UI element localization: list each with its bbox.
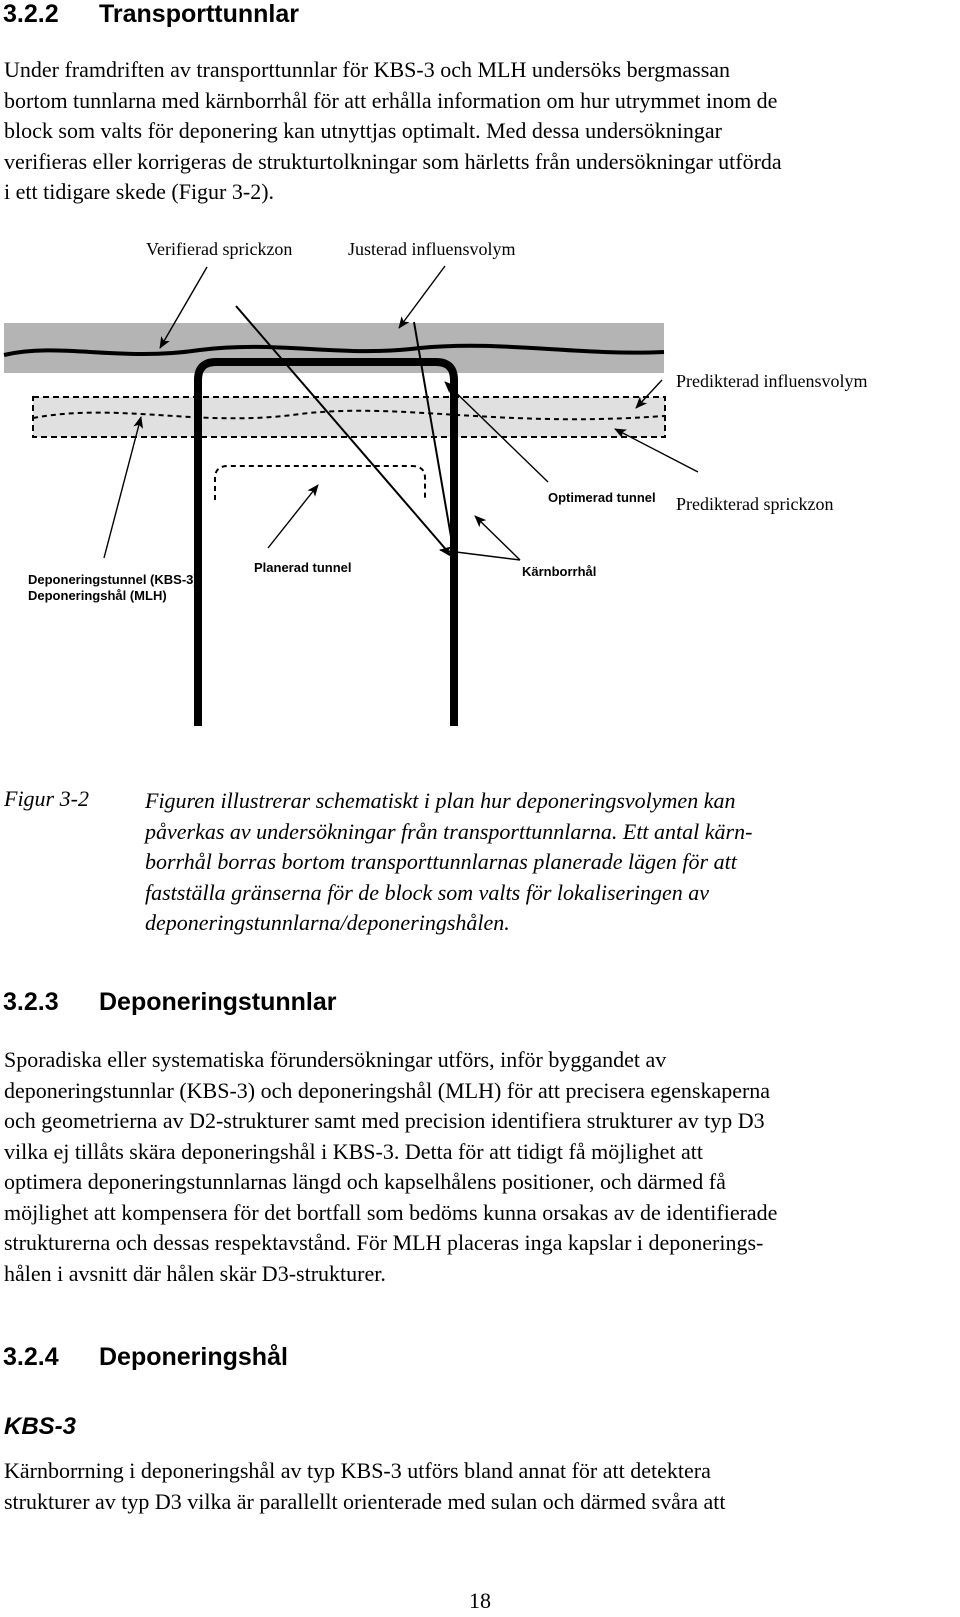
paragraph-line: Kärnborrning i deponeringshål av typ KBS-3 utförs bland annat för att detektera xyxy=(4,1458,711,1483)
section-number: 3.2.2 xyxy=(3,0,59,28)
caption-line: Figuren illustrerar schematiskt i plan hur deponeringsvolymen kan xyxy=(145,788,736,813)
section-number: 3.2.3 xyxy=(3,988,59,1016)
paragraph-line: och geometrierna av D2-strukturer samt med precision identifiera strukturer av typ D3 xyxy=(4,1108,765,1133)
figure-3-2-diagram xyxy=(0,230,960,750)
paragraph-line: vilka ej tillåts skära deponeringshål i KBS-3. Detta för att tidigt få möjlighet att xyxy=(4,1138,703,1164)
label-deposition-tunnel: Deponeringstunnel (KBS-3) xyxy=(28,572,198,587)
paragraph-line: Under framdriften av transporttunnlar för KBS-3 och MLH undersöks bergmassan xyxy=(4,57,731,82)
subheading-kbs3: KBS-3 xyxy=(4,1413,77,1440)
paragraph-deponeringstunnlar xyxy=(4,1045,777,1289)
label-planned-tunnel: Planerad tunnel xyxy=(254,560,352,575)
section-number: 3.2.4 xyxy=(3,1343,59,1371)
label-core-borehole: Kärnborrhål xyxy=(522,564,597,579)
paragraph-line: i ett tidigare skede (Figur 3-2). xyxy=(4,179,275,204)
section-title: Transporttunnlar xyxy=(99,0,300,28)
label-predicted-fracture-zone: Predikterad sprickzon xyxy=(676,494,834,514)
leader-arrow xyxy=(104,417,141,558)
figure-caption-label: Figur 3-2 xyxy=(4,786,89,811)
paragraph-line: verifieras eller korrigeras de strukturtolkningar som härletts från undersökningar utförda xyxy=(4,148,782,174)
label-predicted-influence-volume: Predikterad influensvolym xyxy=(676,371,868,391)
paragraph-line: strukturerna och dessas respektavstånd. För MLH placeras inga kapslar i deponerings- xyxy=(4,1230,764,1255)
figure-caption-text xyxy=(145,786,752,939)
label-verified-fracture-zone: Verifierad sprickzon xyxy=(146,239,293,259)
paragraph-line: deponeringstunnlar (KBS-3) och deponeringshål (MLH) för att precisera egenskaperna xyxy=(4,1077,771,1103)
leader-arrow xyxy=(268,485,318,548)
leader-arrow xyxy=(399,266,445,328)
leader-arrow xyxy=(475,516,520,560)
label-adjusted-influence-volume: Justerad influensvolym xyxy=(348,239,516,259)
paragraph-line: hålen i avsnitt där hålen skär D3-strukturer. xyxy=(4,1260,386,1286)
section-title: Deponeringstunnlar xyxy=(99,988,337,1016)
section-heading-3-2-3 xyxy=(3,988,337,1017)
caption-line: deponeringstunnlarna/deponeringshålen. xyxy=(145,910,510,935)
predicted-influence-volume-band xyxy=(33,397,665,437)
paragraph-line: möjlighet att kompensera för det bortfall som bedöms kunna orsakas av de identifierade xyxy=(4,1199,778,1225)
caption-line: fastställa gränserna för de block som valts för lokaliseringen av xyxy=(145,879,710,905)
paragraph-transporttunnlar xyxy=(4,55,782,208)
caption-line: påverkas av undersökningar från transporttunnlarna. Ett antal kärn- xyxy=(145,818,753,844)
section-heading-3-2-2 xyxy=(3,0,299,29)
planned-tunnel-shape xyxy=(215,466,425,500)
paragraph-line: bortom tunnlarna med kärnborrhål för att erhålla information om hur utrymmet inom de xyxy=(4,87,778,113)
paragraph-line: block som valts för deponering kan utnyttjas optimalt. Med dessa undersökningar xyxy=(4,118,722,143)
page-number: 18 xyxy=(469,1588,491,1613)
label-deposition-hole: Deponeringshål (MLH) xyxy=(28,588,167,603)
label-optimized-tunnel: Optimerad tunnel xyxy=(548,490,656,505)
section-title: Deponeringshål xyxy=(99,1343,288,1371)
paragraph-line: Sporadiska eller systematiska förundersökningar utförs, inför byggandet av xyxy=(4,1047,667,1072)
caption-line: borrhål borras bortom transporttunnlarnas planerade lägen för att xyxy=(145,849,737,874)
paragraph-line: optimera deponeringstunnlarnas längd och kapselhålens positioner, och därmed få xyxy=(4,1169,726,1194)
section-heading-3-2-4 xyxy=(3,1343,288,1372)
paragraph-line: strukturer av typ D3 vilka är parallellt orienterade med sulan och därmed svåra att xyxy=(4,1488,726,1514)
paragraph-kbs3 xyxy=(4,1456,725,1517)
